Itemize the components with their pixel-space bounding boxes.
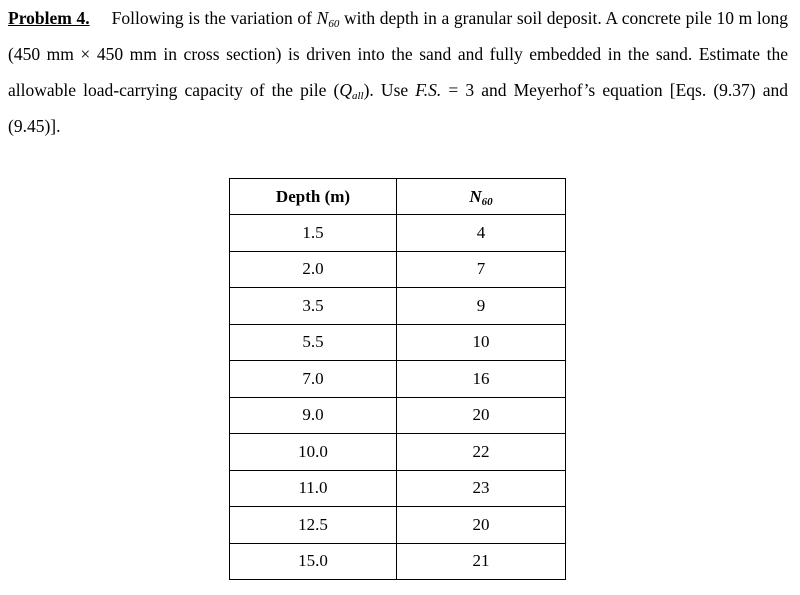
n60-cell: 16 bbox=[397, 361, 566, 398]
depth-cell: 12.5 bbox=[230, 507, 397, 544]
n-symbol: N bbox=[316, 8, 329, 28]
n60-cell: 20 bbox=[397, 507, 566, 544]
n60-symbol bbox=[317, 8, 340, 28]
depth-cell: 11.0 bbox=[230, 470, 397, 507]
table-row bbox=[230, 543, 566, 580]
n60-cell: 23 bbox=[397, 470, 566, 507]
table-row bbox=[230, 507, 566, 544]
table-row bbox=[230, 288, 566, 325]
header-depth: Depth (m) bbox=[230, 179, 397, 215]
header-n-symbol: N bbox=[469, 186, 482, 206]
depth-cell: 10.0 bbox=[230, 434, 397, 471]
depth-cell: 3.5 bbox=[230, 288, 397, 325]
n60-cell: 10 bbox=[397, 324, 566, 361]
depth-cell: 1.5 bbox=[230, 215, 397, 252]
table-row bbox=[230, 251, 566, 288]
header-n-subscript: 60 bbox=[481, 195, 493, 208]
header-n60 bbox=[397, 179, 566, 215]
problem-label: Problem 4. bbox=[8, 8, 90, 28]
problem-text-1: Following is the variation of bbox=[111, 8, 317, 28]
table-row bbox=[230, 470, 566, 507]
fs-symbol: F.S. bbox=[415, 80, 442, 100]
depth-n60-table bbox=[229, 178, 566, 580]
problem-text-2: with depth in a granular soil deposit. A concrete pile 10 m long (450 mm × 450 mm in cross section) is driven into the sand and fully embedded in the sand. Estimate the allowable load-carrying capacity of the pile ( bbox=[8, 8, 788, 100]
header-n60-symbol bbox=[469, 187, 492, 206]
depth-cell: 2.0 bbox=[230, 251, 397, 288]
n60-cell: 4 bbox=[397, 215, 566, 252]
table-row bbox=[230, 215, 566, 252]
q-all-symbol bbox=[339, 80, 363, 100]
problem-text-4: = 3 and Meyerhof’s equation [Eqs. (9.37) and (9.45)]. bbox=[8, 80, 788, 136]
problem-text-3: ). Use bbox=[363, 80, 416, 100]
table-header-row bbox=[230, 179, 566, 215]
n60-cell: 21 bbox=[397, 543, 566, 580]
table-row bbox=[230, 361, 566, 398]
table-row bbox=[230, 397, 566, 434]
depth-cell: 9.0 bbox=[230, 397, 397, 434]
n-subscript: 60 bbox=[328, 18, 340, 30]
n60-cell: 9 bbox=[397, 288, 566, 325]
problem-statement bbox=[8, 0, 788, 144]
depth-cell: 15.0 bbox=[230, 543, 397, 580]
q-subscript: all bbox=[351, 90, 364, 102]
n60-cell: 22 bbox=[397, 434, 566, 471]
table-row bbox=[230, 324, 566, 361]
n60-cell: 7 bbox=[397, 251, 566, 288]
depth-cell: 7.0 bbox=[230, 361, 397, 398]
q-symbol: Q bbox=[339, 80, 352, 100]
n60-cell: 20 bbox=[397, 397, 566, 434]
table-row bbox=[230, 434, 566, 471]
depth-cell: 5.5 bbox=[230, 324, 397, 361]
